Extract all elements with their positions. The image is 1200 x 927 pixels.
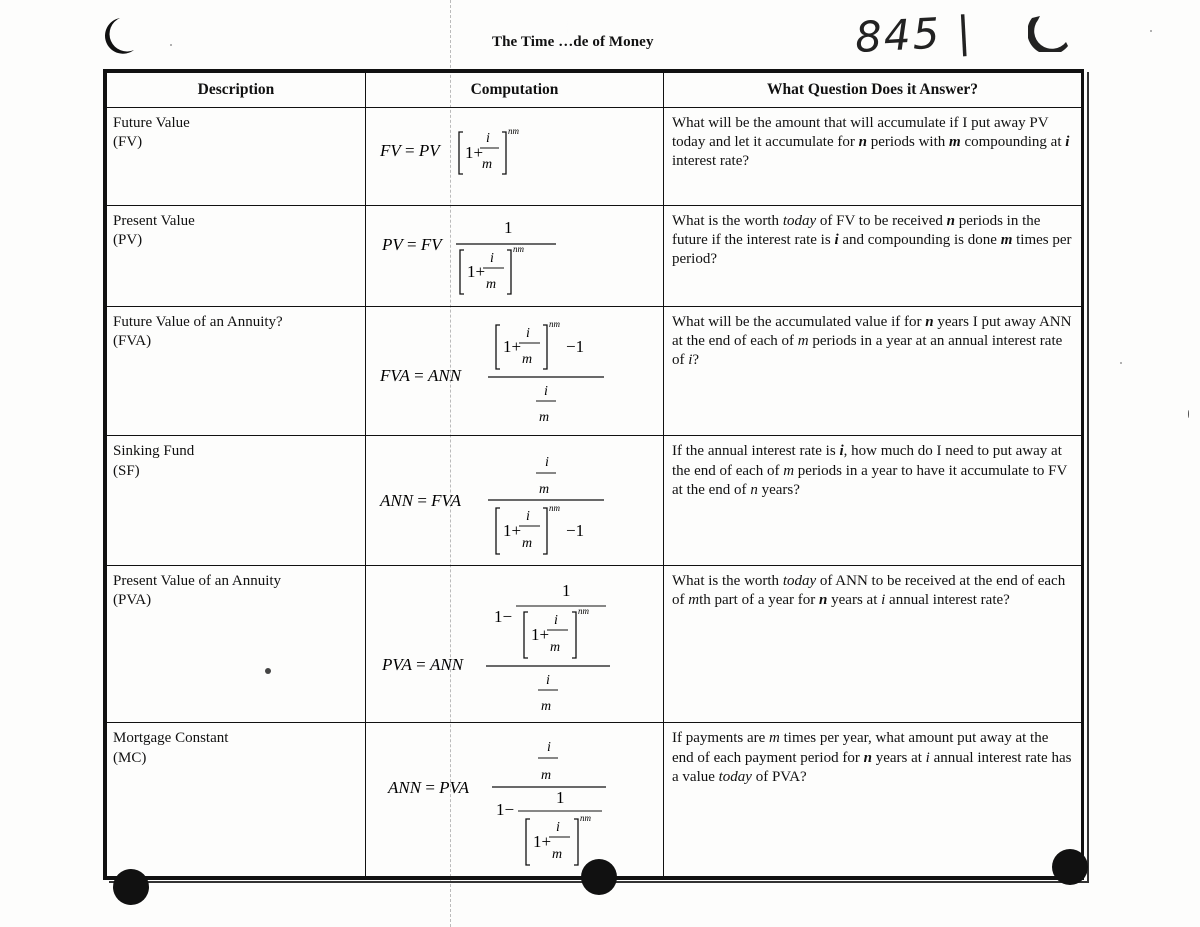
formula-pva xyxy=(366,566,662,721)
scan-speck xyxy=(1188,410,1189,418)
svg-text:nm: nm xyxy=(580,813,591,824)
measure-name: Present Value of an Annuity xyxy=(113,572,282,589)
svg-text:1+: 1+ xyxy=(503,521,522,541)
computation-cell xyxy=(366,108,664,206)
formula-lhs: PVA xyxy=(382,654,412,674)
svg-text:nm: nm xyxy=(549,503,560,514)
svg-text:m: m xyxy=(550,639,561,655)
scan-speck xyxy=(170,44,172,46)
question-cell: If the annual interest rate is i, how much do I need to put away at the end of each of m periods in a year to have it accumulate to FV at the end of n years? xyxy=(664,436,1082,565)
measure-name: Mortgage Constant xyxy=(113,730,229,747)
svg-text:1+: 1+ xyxy=(531,624,550,644)
computation-cell xyxy=(366,723,664,877)
svg-text:nm: nm xyxy=(578,605,589,616)
formula-table xyxy=(103,69,1084,880)
svg-text:1: 1 xyxy=(504,218,513,238)
table-row xyxy=(107,307,1082,436)
svg-text:1−: 1− xyxy=(494,606,513,626)
description-cell xyxy=(107,565,366,723)
formula-lhs: PV xyxy=(382,235,403,255)
punch-hole-mark xyxy=(580,858,618,896)
formula-mc xyxy=(366,723,662,873)
svg-text:FV = PV: FV = PV xyxy=(380,141,440,160)
description-cell xyxy=(107,108,366,206)
scan-speck xyxy=(1150,30,1152,32)
question-cell: What will be the amount that will accumulate if I put away PV today and let it accumulate for n periods with m compounding at i interest rate? xyxy=(664,108,1082,206)
punch-hole-mark xyxy=(90,14,138,58)
svg-text:ANN = FVA: ANN = FVA xyxy=(380,491,462,511)
formula-pv xyxy=(366,206,662,305)
formula-lhs: ANN xyxy=(388,778,422,798)
table-header-row xyxy=(107,73,1082,108)
table-row xyxy=(107,723,1082,877)
formula-lhs: FVA xyxy=(380,366,410,386)
punch-hole-mark xyxy=(1028,12,1072,52)
svg-text:PVA = ANN: PVA = ANN xyxy=(382,654,464,674)
svg-text:m: m xyxy=(539,410,550,426)
question-cell: What is the worth today of FV to be received n periods in the future if the interest rate is i and compounding is done m times per period? xyxy=(664,206,1082,307)
measure-abbreviation: (PV) xyxy=(113,232,143,249)
computation-cell xyxy=(366,206,664,307)
question-cell: If payments are m times per year, what amount put away at the end of each payment period for n years at i annual interest rate has a value today of PVA? xyxy=(664,723,1082,877)
svg-text:1+: 1+ xyxy=(465,143,484,162)
table-row xyxy=(107,206,1082,307)
scan-speck xyxy=(265,668,271,674)
svg-text:FVA = ANN: FVA = ANN xyxy=(380,366,462,386)
svg-text:1: 1 xyxy=(562,580,571,600)
formula-fv xyxy=(366,108,662,204)
column-header-computation: Computation xyxy=(366,73,664,108)
svg-text:m: m xyxy=(539,482,550,498)
svg-text:i: i xyxy=(490,251,494,267)
description-cell xyxy=(107,436,366,565)
svg-text:i: i xyxy=(526,509,530,525)
measure-name: Sinking Fund xyxy=(113,443,195,460)
svg-text:i: i xyxy=(554,612,558,628)
scan-speck xyxy=(1120,362,1122,364)
svg-text:m: m xyxy=(522,352,533,368)
formula-lhs: FV xyxy=(380,141,401,160)
computation-cell xyxy=(366,565,664,723)
handwritten-note: 845 | xyxy=(853,6,974,63)
svg-text:i: i xyxy=(526,326,530,342)
svg-text:−1: −1 xyxy=(566,521,585,541)
svg-text:nm: nm xyxy=(513,244,524,255)
svg-text:m: m xyxy=(522,536,533,552)
computation-cell xyxy=(366,307,664,436)
question-cell: What is the worth today of ANN to be received at the end of each of mth part of a year for n years at i annual interest rate? xyxy=(664,565,1082,723)
svg-text:i: i xyxy=(546,672,550,688)
svg-text:m: m xyxy=(541,698,552,714)
svg-text:i: i xyxy=(545,455,549,471)
column-header-description: Description xyxy=(107,73,366,108)
page-title: The Time …de of Money xyxy=(492,34,654,50)
table-row xyxy=(107,565,1082,723)
formula-lhs: ANN xyxy=(380,491,414,511)
description-cell xyxy=(107,723,366,877)
computation-cell xyxy=(366,436,664,565)
description-cell xyxy=(107,307,366,436)
svg-text:1+: 1+ xyxy=(467,262,486,282)
measure-abbreviation: (FVA) xyxy=(113,333,152,350)
svg-text:m: m xyxy=(482,157,493,172)
svg-text:m: m xyxy=(541,768,552,784)
svg-text:1: 1 xyxy=(556,788,565,808)
svg-text:i: i xyxy=(556,820,560,836)
column-header-question: What Question Does it Answer? xyxy=(664,73,1082,108)
svg-text:PV = FV: PV = FV xyxy=(382,235,442,255)
svg-text:i: i xyxy=(547,740,551,756)
measure-abbreviation: (MC) xyxy=(113,749,147,766)
measure-abbreviation: (FV) xyxy=(113,134,143,151)
svg-text:i: i xyxy=(486,131,490,146)
svg-text:1−: 1− xyxy=(496,800,515,820)
punch-hole-mark xyxy=(1051,848,1089,886)
measure-name: Future Value of an Annuity? xyxy=(113,314,283,331)
svg-text:ANN = PVA: ANN = PVA xyxy=(388,778,470,798)
svg-text:nm: nm xyxy=(508,126,519,136)
measure-abbreviation: (PVA) xyxy=(113,591,152,608)
formula-fva xyxy=(366,307,662,434)
measure-name: Present Value xyxy=(113,213,195,230)
formula-sf xyxy=(366,436,662,563)
question-cell: What will be the accumulated value if for n years I put away ANN at the end of each of m periods in a year at an annual interest rate of i? xyxy=(664,307,1082,436)
table-row xyxy=(107,108,1082,206)
svg-text:i: i xyxy=(544,384,548,400)
svg-text:−1: −1 xyxy=(566,337,585,357)
svg-text:nm: nm xyxy=(549,319,560,330)
svg-text:m: m xyxy=(486,277,497,293)
measure-abbreviation: (SF) xyxy=(113,462,140,479)
svg-text:m: m xyxy=(552,847,563,863)
svg-text:1+: 1+ xyxy=(533,832,552,852)
measure-name: Future Value xyxy=(113,115,190,131)
description-cell xyxy=(107,206,366,307)
svg-text:1+: 1+ xyxy=(503,337,522,357)
table-row xyxy=(107,436,1082,565)
punch-hole-mark xyxy=(112,868,150,906)
